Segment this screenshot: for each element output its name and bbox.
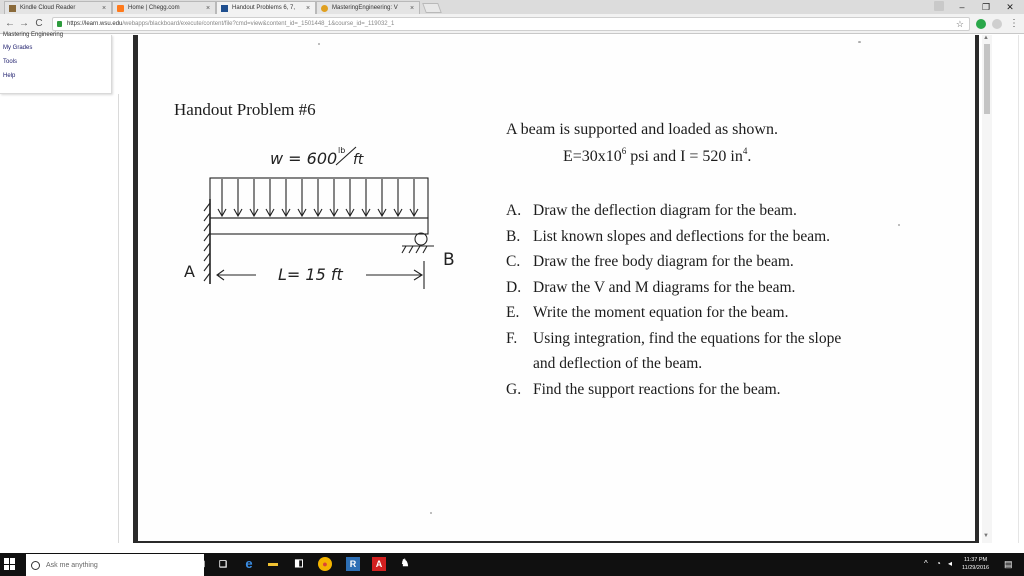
minimize-button[interactable]: – [959, 2, 965, 12]
app-r-icon[interactable]: R [346, 557, 360, 571]
question-letter: B. [506, 227, 521, 245]
forward-button[interactable]: → [19, 18, 29, 29]
load-arrows [218, 179, 418, 216]
notification-icon[interactable]: ▤ [1004, 559, 1013, 569]
tab-kindle-cloud-reader[interactable] [4, 1, 112, 14]
wall-hatching [204, 203, 210, 281]
tray-expand-icon[interactable]: ^ [924, 559, 928, 568]
pdf-document-page [138, 35, 975, 541]
url-path: /webapps/blackboard/execute/content/file?cmd=view&content_id=_1501448_1&course_id=_119032_1 [122, 21, 395, 27]
search-placeholder: Ask me anything [46, 561, 98, 569]
extension-badge-icon[interactable] [992, 19, 1002, 29]
question-item [506, 249, 936, 275]
problem-statement: A beam is supported and loaded as shown. [506, 121, 778, 138]
scrollbar-thumb[interactable] [984, 44, 990, 114]
tab-close-icon[interactable]: × [305, 4, 311, 12]
question-text: Draw the deflection diagram for the beam. [533, 202, 797, 219]
windows-taskbar [0, 553, 1024, 576]
document-title: Handout Problem #6 [174, 100, 316, 119]
explorer-icon[interactable]: ▬ [268, 558, 278, 569]
tab-close-icon[interactable]: × [205, 4, 211, 12]
page-footer-gap [0, 543, 1024, 553]
edge-icon[interactable]: e [245, 556, 253, 571]
chrome-menu-button[interactable]: ⋮ [1009, 18, 1019, 29]
document-border-right [975, 35, 979, 543]
tab-label: MasteringEngineering: V [332, 5, 398, 11]
reload-button[interactable]: C [35, 18, 43, 29]
scan-speck [430, 512, 432, 514]
tab-mastering-engineering[interactable] [316, 1, 420, 14]
bookmark-star-icon[interactable]: ☆ [955, 19, 964, 29]
cortana-icon [31, 561, 40, 570]
tab-label: Kindle Cloud Reader [20, 5, 76, 11]
question-text: Draw the V and M diagrams for the beam. [533, 278, 796, 296]
clock-date: 11/29/2016 [962, 565, 990, 571]
question-letter: E. [506, 304, 520, 321]
start-button[interactable] [4, 558, 16, 570]
task-view-icon[interactable]: ❏ [218, 559, 228, 569]
span-length-label: L= 15 ft [278, 265, 343, 284]
scan-speck [858, 41, 861, 43]
question-item [506, 224, 936, 250]
question-item [506, 275, 936, 301]
kindle-favicon-icon [9, 5, 16, 12]
question-text: and deflection of the beam. [533, 355, 703, 372]
question-letter: A. [506, 202, 522, 219]
question-text: Find the support reactions for the beam. [533, 380, 781, 398]
question-text: Draw the free body diagram for the beam. [533, 253, 794, 270]
url-host: https://learn.wsu.edu [67, 21, 123, 27]
course-menu-item-my-grades[interactable]: My Grades [3, 45, 33, 51]
scroll-up-icon[interactable]: ▲ [983, 35, 989, 41]
beam [210, 218, 428, 234]
back-button[interactable]: ← [5, 18, 15, 29]
material-properties [563, 146, 751, 166]
tab-label: Handout Problems 6, 7, [232, 5, 296, 11]
course-menu-panel [0, 32, 112, 94]
question-text: List known slopes and deflections for the beam. [533, 227, 831, 245]
load-unit-top: lb [338, 146, 346, 155]
page-content [0, 32, 1024, 553]
clock-time: 11:37 PM [963, 557, 988, 563]
cortana-search-box[interactable] [26, 554, 204, 576]
volume-icon[interactable]: ◂ [948, 559, 953, 568]
roller-ground-hatching [402, 246, 427, 253]
close-window-button[interactable]: ✕ [1006, 2, 1014, 12]
question-letter: F. [506, 329, 518, 347]
vertical-scrollbar[interactable] [982, 35, 992, 543]
mastering-favicon-icon [321, 5, 328, 12]
question-text: Write the moment equation for the beam. [533, 304, 789, 321]
question-item-continued [506, 351, 936, 377]
chrome-icon[interactable]: ● [318, 557, 332, 571]
address-bar[interactable] [52, 17, 970, 31]
question-item [506, 377, 936, 403]
blackboard-favicon-icon [221, 5, 228, 12]
scan-speck [898, 224, 900, 226]
game-icon[interactable]: ♞ [400, 558, 410, 569]
load-intensity-label: w = 600 [270, 149, 338, 168]
outer-scroll-track [1018, 35, 1024, 553]
course-menu-item-tools[interactable]: Tools [3, 59, 18, 65]
browser-toolbar [0, 14, 1024, 34]
tab-close-icon[interactable]: × [101, 4, 107, 12]
roller-support [415, 233, 427, 245]
load-unit-bottom: ft [353, 152, 364, 168]
clock[interactable] [962, 556, 989, 572]
beam-diagram [184, 139, 455, 299]
new-tab-button[interactable] [422, 3, 442, 13]
modulus-unit-and-inertia: psi and I = 520 in [626, 148, 743, 165]
scroll-down-icon[interactable]: ▼ [983, 533, 989, 539]
question-letter: G. [506, 380, 522, 398]
tab-chegg-home[interactable] [112, 1, 216, 14]
scan-speck [318, 43, 320, 45]
course-menu-item-cut[interactable]: Mastering Engineering [3, 32, 64, 38]
course-menu-item-help[interactable]: Help [3, 73, 16, 79]
point-b-label: B [443, 250, 455, 270]
question-letter: D. [506, 278, 522, 296]
chegg-favicon-icon [117, 5, 124, 12]
question-item [506, 198, 936, 224]
acrobat-icon[interactable]: A [372, 557, 386, 571]
profile-icon[interactable] [934, 1, 944, 11]
question-item [506, 326, 936, 352]
tab-label: Home | Chegg.com [128, 5, 180, 11]
mic-icon[interactable]: ▯ [200, 559, 206, 568]
modulus-exponent: 6 [621, 146, 627, 156]
point-a-label: A [184, 262, 195, 281]
maximize-button[interactable]: ❐ [981, 2, 991, 12]
network-icon[interactable]: ◔ [936, 559, 941, 568]
properties-end: . [747, 148, 752, 165]
lock-icon [57, 21, 62, 27]
tab-close-icon[interactable]: × [409, 4, 415, 12]
modulus-prefix: E=30x10 [563, 148, 622, 165]
question-item [506, 300, 936, 326]
question-text: Using integration, find the equations for the slope [533, 329, 842, 347]
store-icon[interactable]: ◧ [294, 558, 304, 569]
browser-tab-strip [0, 0, 1024, 14]
inertia-exponent: 4 [742, 146, 748, 156]
panel-divider [118, 94, 119, 553]
extension-check-icon[interactable] [976, 19, 986, 29]
tab-handout-problems[interactable] [216, 1, 316, 14]
question-letter: C. [506, 253, 521, 270]
question-list [506, 198, 936, 402]
